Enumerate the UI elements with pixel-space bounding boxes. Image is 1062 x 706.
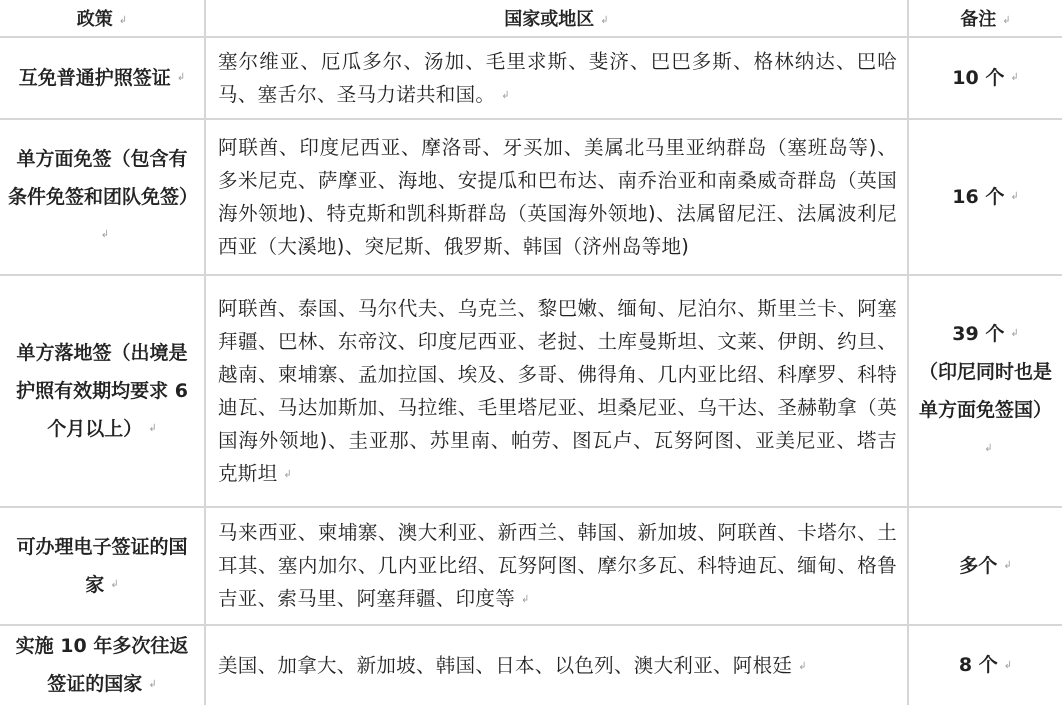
- paragraph-mark-icon: ↲: [984, 442, 993, 454]
- paragraph-mark-icon: ↲: [521, 594, 530, 605]
- table-row: [0, 119, 1062, 275]
- table-row: [0, 625, 1062, 705]
- policy-cell: 可办理电子签证的国家 ↲: [0, 507, 205, 625]
- policy-cell: 单方面免签（包含有条件免签和团队免签）↲: [0, 119, 205, 275]
- note-cell: 8 个 ↲: [908, 625, 1062, 705]
- paragraph-mark-icon: ↲: [148, 423, 157, 435]
- paragraph-mark-icon: ↲: [1010, 72, 1019, 84]
- policy-cell: 互免普通护照签证 ↲: [0, 37, 205, 119]
- paragraph-mark-icon: ↲: [118, 14, 128, 26]
- paragraph-mark-icon: ↲: [1010, 328, 1019, 339]
- header-row: [0, 0, 1062, 37]
- countries-cell: 美国、加拿大、新加坡、韩国、日本、以色列、澳大利亚、阿根廷 ↲: [205, 625, 908, 705]
- paragraph-mark-icon: ↲: [283, 468, 293, 480]
- policy-cell: 实施 10 年多次往返签证的国家 ↲: [0, 625, 205, 705]
- paragraph-mark-icon: ↲: [1002, 14, 1011, 26]
- countries-cell: 阿联酋、泰国、马尔代夫、乌克兰、黎巴嫩、缅甸、尼泊尔、斯里兰卡、阿塞拜疆、巴林、东帝汶、印度尼西亚、老挝、土库曼斯坦、文莱、伊朗、约旦、越南、柬埔寨、孟加拉国、埃及、多哥、佛得角、几内亚比绍、科摩罗、科特迪瓦、马达加斯加、马拉维、毛里塔尼亚、坦桑尼亚、乌干达、圣赫勒拿（英国海外领地)、圭亚那、苏里南、帕劳、图瓦卢、瓦努阿图、亚美尼亚、塔吉克斯坦 ↲: [205, 275, 908, 507]
- paragraph-mark-icon: ↲: [110, 579, 119, 591]
- paragraph-mark-icon: ↲: [798, 660, 807, 672]
- paragraph-mark-icon: ↲: [1010, 191, 1019, 203]
- paragraph-mark-icon: ↲: [176, 72, 186, 84]
- note-cell: 多个 ↲: [908, 507, 1062, 625]
- paragraph-mark-icon: ↲: [600, 14, 609, 26]
- paragraph-mark-icon: ↲: [148, 678, 157, 690]
- countries-cell: 阿联酋、印度尼西亚、摩洛哥、牙买加、美属北马里亚纳群岛（塞班岛等)、多米尼克、萨摩亚、海地、安提瓜和巴布达、南乔治亚和南桑威奇群岛（英国海外领地)、特克斯和凯科斯群岛（英国海外领地)、法属留尼汪、法属波利尼西亚（大溪地)、突尼斯、俄罗斯、韩国（济州岛等地): [205, 119, 908, 275]
- paragraph-mark-icon: ↲: [1003, 560, 1012, 572]
- header-policy: 政策 ↲: [0, 0, 205, 37]
- paragraph-mark-icon: ↲: [1003, 659, 1013, 671]
- countries-cell: 塞尔维亚、厄瓜多尔、汤加、毛里求斯、斐济、巴巴多斯、格林纳达、巴哈马、塞舌尔、圣马力诺共和国。 ↲: [205, 37, 908, 119]
- paragraph-mark-icon: ↲: [100, 229, 110, 241]
- header-note: 备注 ↲: [908, 0, 1062, 37]
- header-countries: 国家或地区 ↲: [205, 0, 908, 37]
- note-cell: 10 个 ↲: [908, 37, 1062, 119]
- note-count: 39 个 ↲: [915, 315, 1056, 354]
- note-remark: （印尼同时也是单方面免签国）↲: [915, 353, 1056, 468]
- note-cell: [908, 275, 1062, 507]
- policy-cell: 单方落地签（出境是护照有效期均要求 6 个月以上） ↲: [0, 275, 205, 507]
- table-row: [0, 275, 1062, 507]
- table-row: [0, 507, 1062, 625]
- table-row: [0, 37, 1062, 119]
- countries-cell: 马来西亚、柬埔寨、澳大利亚、新西兰、韩国、新加坡、阿联酋、卡塔尔、土耳其、塞内加尔、几内亚比绍、瓦努阿图、摩尔多瓦、科特迪瓦、缅甸、格鲁吉亚、索马里、阿塞拜疆、印度等 ↲: [205, 507, 908, 625]
- paragraph-mark-icon: ↲: [501, 89, 510, 101]
- note-cell: 16 个 ↲: [908, 119, 1062, 275]
